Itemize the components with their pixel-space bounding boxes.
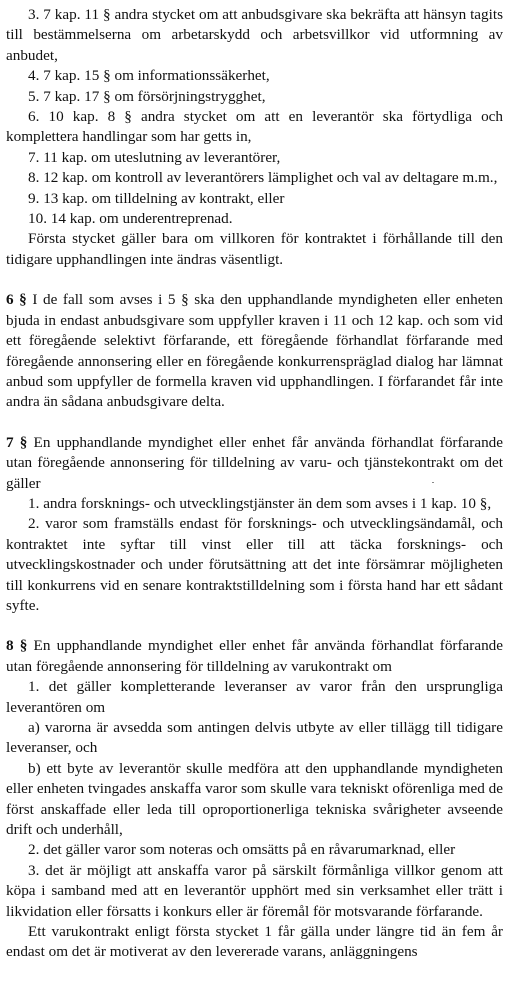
section-6: [6, 290, 503, 412]
list-item: 4. 7 kap. 15 § om informationssäkerhet,: [28, 67, 270, 85]
list-item: 5. 7 kap. 17 § om försörjningstrygghet,: [28, 87, 266, 105]
section-text: En upphandlande myndighet eller enhet får använda förhandlat förfarande utan föregående annonsering för tilldelning av varu- och tjänstekontrakt om det gäller: [6, 433, 503, 492]
list-item: 3. 7 kap. 11 § andra stycket om att anbudsgivare ska bekräfta att hänsyn tagits till bestämmelserna om arbetarskydd och arbetsvillkor vid utformning av anbudet,: [6, 6, 503, 64]
list-item: 8. 12 kap. om kontroll av leverantörers lämplighet och val av deltagare m.m.,: [28, 169, 498, 187]
section-7: [6, 433, 503, 617]
list-item: 10. 14 kap. om underentreprenad.: [28, 210, 233, 228]
list-item: 2. det gäller varor som noteras och omsätts på en råvarumarknad, eller: [28, 841, 456, 859]
list-item: a) varorna är avsedda som antingen delvis utbyte av eller tillägg till tidigare leveranser, och: [6, 719, 503, 757]
section-text: En upphandlande myndighet eller enhet får använda förhandlat förfarande utan föregående annonsering för tilldelning av varukontrakt om: [6, 637, 503, 675]
section-intro: [6, 433, 503, 494]
section-8: [6, 636, 503, 963]
list-item: 3. det är möjligt att anskaffa varor på särskilt förmånliga villkor genom att köpa i samband med att en leverantör upphört med sin verksamhet eller trätt i likvidation eller försatts i konkurs eller är föremål för motsvarande förfarande.: [6, 861, 503, 920]
paragraph: Första stycket gäller bara om villkoren för kontraktet i förhållande till den tidigare upphandlingen inte ändras väsentligt.: [6, 230, 503, 268]
list-item: b) ett byte av leverantör skulle medföra att den upphandlande myndigheten eller enheten tvingades anskaffa varor som skulle vara tekniskt oförenliga med de först anskaffade eller leda till oproportionerliga tekniska svårigheter avseende drift och underhåll,: [6, 759, 503, 839]
section-number: 6 §: [6, 291, 27, 309]
scan-speck: [432, 482, 434, 483]
section-number: 8 §: [6, 637, 28, 655]
list-item: 1. det gäller kompletterande leveranser av varor från den ursprungliga leverantören om: [6, 678, 503, 716]
list-block-continued: [6, 5, 503, 270]
list-item: 1. andra forsknings- och utvecklingstjänster än dem som avses i 1 kap. 10 §,: [28, 494, 492, 512]
paragraph: Ett varukontrakt enligt första stycket 1 får gälla under längre tid än fem år endast om det är motiverat av den levererade varans, anläggningens: [6, 923, 503, 961]
list-item: 2. varor som framställs endast för forsknings- och utvecklingsändamål, och kontraktet inte syftar till vinst eller till att täcka forsknings- och utvecklingskostnader och under förutsättning att det inte försämrar möjligheten till konkurrens vid en senare kontraktstilldelning som i första hand har ett sådant syfte.: [6, 515, 503, 614]
list-item: 9. 13 kap. om tilldelning av kontrakt, eller: [28, 189, 285, 207]
list-item: 7. 11 kap. om uteslutning av leverantörer,: [28, 148, 281, 166]
document-page: [6, 5, 503, 963]
list-item: 6. 10 kap. 8 § andra stycket om att en leverantör ska förtydliga och komplettera handlingar som har getts in,: [6, 108, 503, 146]
section-text: I de fall som avses i 5 § ska den upphandlande myndigheten eller enheten bjuda in endast anbudsgivare som uppfyller kraven i 11 och 12 kap. och som vid ett föregående selektivt förfarande, ett föregående förhandlat förfarande med föregående annonsering eller en föregående konkurrenspräglad dialog har lämnat anbud som uppfyller de formella kraven vid upphandlingen. I förfarandet får inte andra än sådana anbudsgivare delta.: [6, 291, 504, 411]
section-intro: [6, 636, 503, 677]
section-number: 7 §: [6, 433, 28, 451]
